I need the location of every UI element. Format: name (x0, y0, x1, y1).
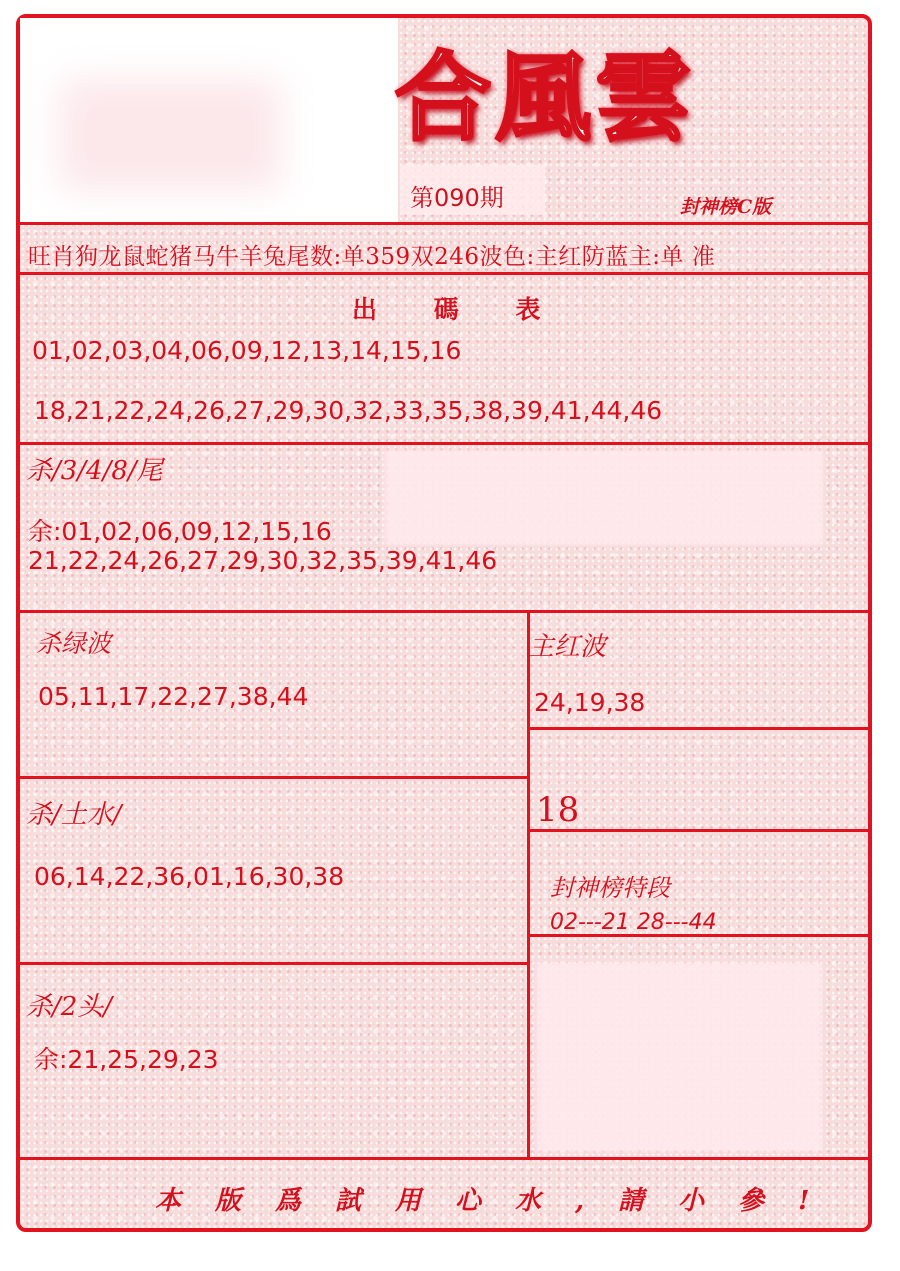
divider-chart (20, 442, 868, 445)
divider-left-1 (20, 776, 530, 779)
chart-line-2: 18,21,22,24,26,27,29,30,32,33,35,38,39,41,44,46 (34, 396, 663, 425)
redacted-logo-blur (60, 80, 280, 190)
divider-left-2 (20, 962, 530, 965)
divider-right-2 (530, 829, 868, 832)
kill-tail-line-2: 21,22,24,26,27,29,30,32,35,39,41,46 (28, 546, 498, 575)
main-red-values: 24,19,38 (534, 688, 646, 717)
divider-vertical (527, 612, 530, 1160)
divider-footer (20, 1157, 868, 1160)
divider-kill-tail (20, 610, 868, 613)
main-red-title: 主红波 (528, 632, 607, 662)
divider-right-1 (530, 727, 868, 730)
kill-head-title: 杀/2头/ (26, 992, 113, 1022)
kill-tail-title: 杀/3/4/8/尾 (26, 456, 163, 486)
logo-title: 合風雲 (395, 41, 695, 154)
kill-green-values: 05,11,17,22,27,38,44 (38, 682, 309, 711)
redacted-right-bottom (537, 962, 822, 1152)
special-title: 封神榜特段 (550, 874, 670, 902)
divider-info (20, 272, 868, 275)
kill-earth-water-values: 06,14,22,36,01,16,30,38 (34, 862, 345, 891)
divider-header (20, 222, 868, 225)
footer-note: 本版爲試用心水,請小參! (155, 1186, 844, 1216)
single-number: 18 (536, 790, 580, 830)
kill-tail-line-1: 余:01,02,06,09,12,15,16 (28, 517, 332, 546)
info-line: 旺肖狗龙鼠蛇猪马牛羊兔尾数:单359双246波色:主红防蓝主:单 准 (28, 244, 716, 270)
redacted-kill-tail (385, 450, 823, 545)
special-values: 02---21 28---44 (550, 910, 717, 935)
kill-green-title: 杀绿波 (36, 629, 112, 658)
kill-earth-water-title: 杀/土水/ (26, 800, 122, 830)
chart-line-1: 01,02,03,04,06,09,12,13,14,15,16 (32, 336, 462, 365)
kill-head-values: 余:21,25,29,23 (34, 1045, 219, 1074)
chart-heading: 出 碼 表 (352, 295, 565, 324)
version-label: 封神榜C版 (680, 196, 772, 218)
issue-number: 第090期 (410, 184, 504, 212)
